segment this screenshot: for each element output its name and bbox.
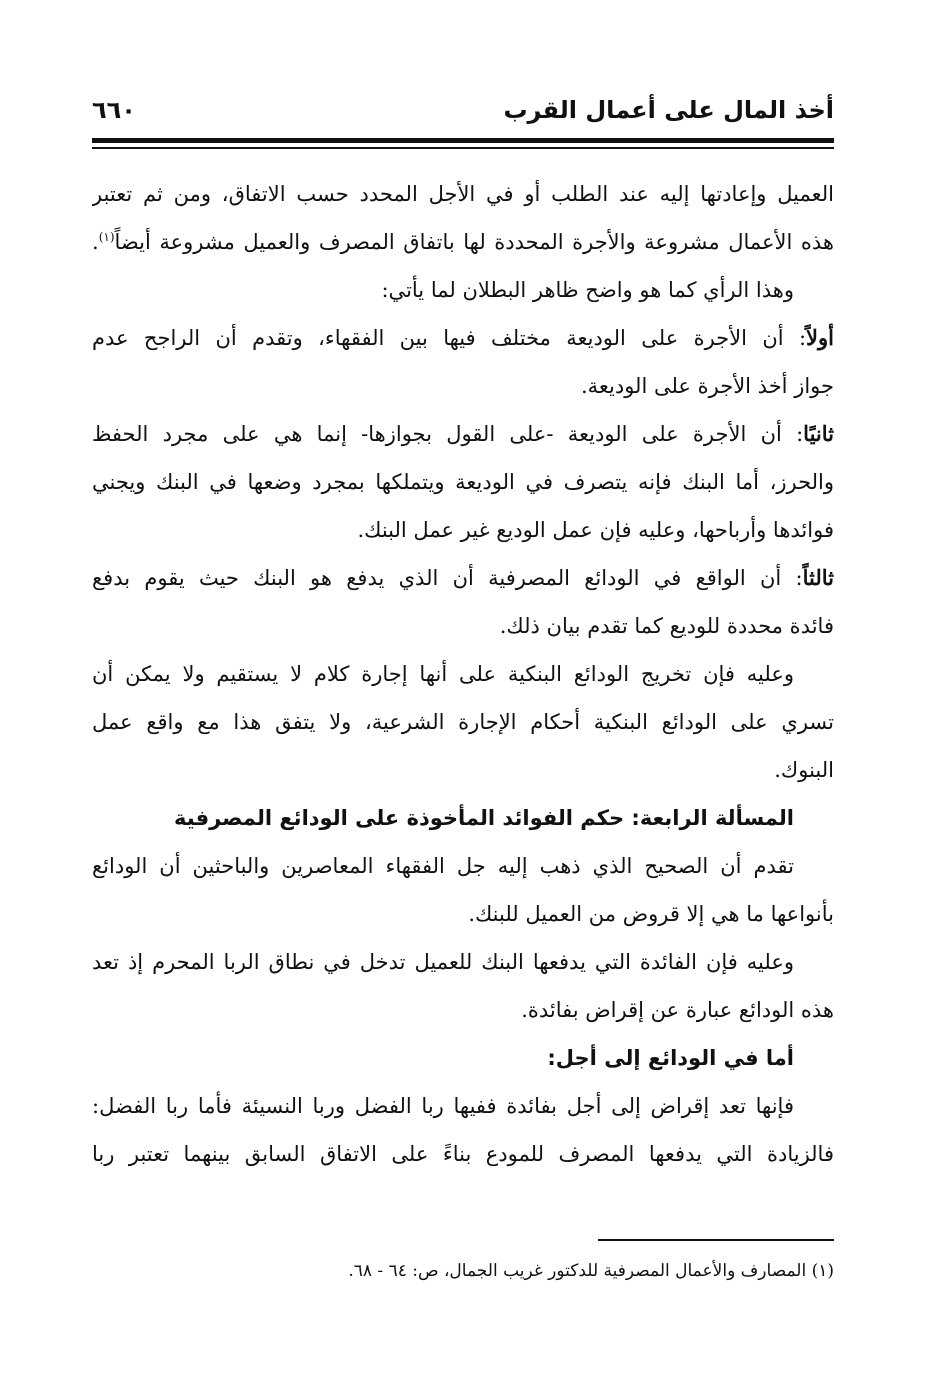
line-text: فائدة محددة للوديع كما تقدم بيان ذلك. [499,614,834,638]
text-line [92,218,834,266]
line-text: : أن الأجرة على الوديعة مختلف فيها بين الفقهاء، وتقدم أن الراجح عدم [92,326,807,350]
text-line [92,698,834,746]
line-text: وعليه فإن الفائدة التي يدفعها البنك للعميل تدخل في نطاق الربا المحرم إذ تعد [92,950,794,974]
line-text: بأنواعها ما هي إلا قروض من العميل للبنك. [468,902,834,926]
enumeration-label: ثالثاً [802,565,834,590]
header-rule-thin [92,147,834,149]
section-heading-term-deposits: أما في الودائع إلى أجل: [547,1046,794,1070]
text-block-2 [92,842,834,1034]
line-text: هذه الأعمال مشروعة والأجرة المحددة لها باتفاق المصرف والعميل مشروعة أيضاً [114,230,834,254]
enumeration-label: أولاً [806,325,834,350]
line-text: والحرز، أما البنك فإنه يتصرف في الوديعة ويتملكها بمجرد وضعها في البنك ويجني [92,470,834,494]
line-text: فالزيادة التي يدفعها المصرف للمودع بناءً على الاتفاق السابق بينهما تعتبر ربا [92,1142,834,1166]
text-line [92,554,834,602]
line-text: تقدم أن الصحيح الذي ذهب إليه جل الفقهاء المعاصرين والباحثين أن الودائع [92,854,794,878]
line-text: : أن الأجرة على الوديعة -على القول بجوازها- إنما هي على مجرد الحفظ [92,422,804,446]
text-line [92,314,834,362]
text-line [92,170,834,218]
footnote: (١) المصارف والأعمال المصرفية للدكتور غريب الجمال، ص: ٦٤ - ٦٨. [348,1261,834,1281]
text-block-3 [92,1082,834,1178]
text-line [92,986,834,1034]
text-line [92,458,834,506]
page-number: ٦٦٠ [92,96,136,124]
text-line [92,1130,834,1178]
line-text: العميل وإعادتها إليه عند الطلب أو في الأجل المحدد حسب الاتفاق، ومن ثم تعتبر [92,182,834,206]
page-body [92,170,834,1178]
text-line [92,842,834,890]
text-line [92,746,834,794]
footnote-marker: (١) [98,230,115,244]
running-title: أخذ المال على أعمال القرب [503,96,834,124]
text-line [92,602,834,650]
text-block-1 [92,170,834,794]
line-text: جواز أخذ الأجرة على الوديعة. [580,374,834,398]
line-text: فإنها تعد إقراض إلى أجل بفائدة ففيها ربا الفضل وربا النسيئة فأما ربا الفضل: [92,1094,794,1118]
line-text: تسري على الودائع البنكية أحكام الإجارة الشرعية، ولا يتفق هذا مع واقع عمل [92,710,834,734]
page-header [92,96,834,132]
header-rule-thick [92,138,834,143]
line-text: فوائدها وأرباحها، وعليه فإن عمل الوديع غير عمل البنك. [357,518,834,542]
footnote-rule [598,1239,834,1241]
text-line [92,266,834,314]
text-line [92,410,834,458]
line-text: هذه الودائع عبارة عن إقراض بفائدة. [521,998,834,1022]
line-end-punctuation: . [92,230,99,254]
section-heading-fourth-issue: المسألة الرابعة: حكم الفوائد المأخوذة على الودائع المصرفية [174,806,794,830]
text-line [92,890,834,938]
line-text: : أن الواقع في الودائع المصرفية أن الذي يدفع هو البنك حيث يقوم بدفع [92,566,803,590]
text-line [92,362,834,410]
line-text: وعليه فإن تخريج الودائع البنكية على أنها إجارة كلام لا يستقيم ولا يمكن أن [92,662,794,686]
text-line [92,1082,834,1130]
enumeration-label: ثانيًا [803,421,834,446]
text-line [92,506,834,554]
text-line [92,650,834,698]
line-text: البنوك. [774,758,834,782]
text-line [92,938,834,986]
line-text: وهذا الرأي كما هو واضح ظاهر البطلان لما يأتي: [381,278,794,302]
